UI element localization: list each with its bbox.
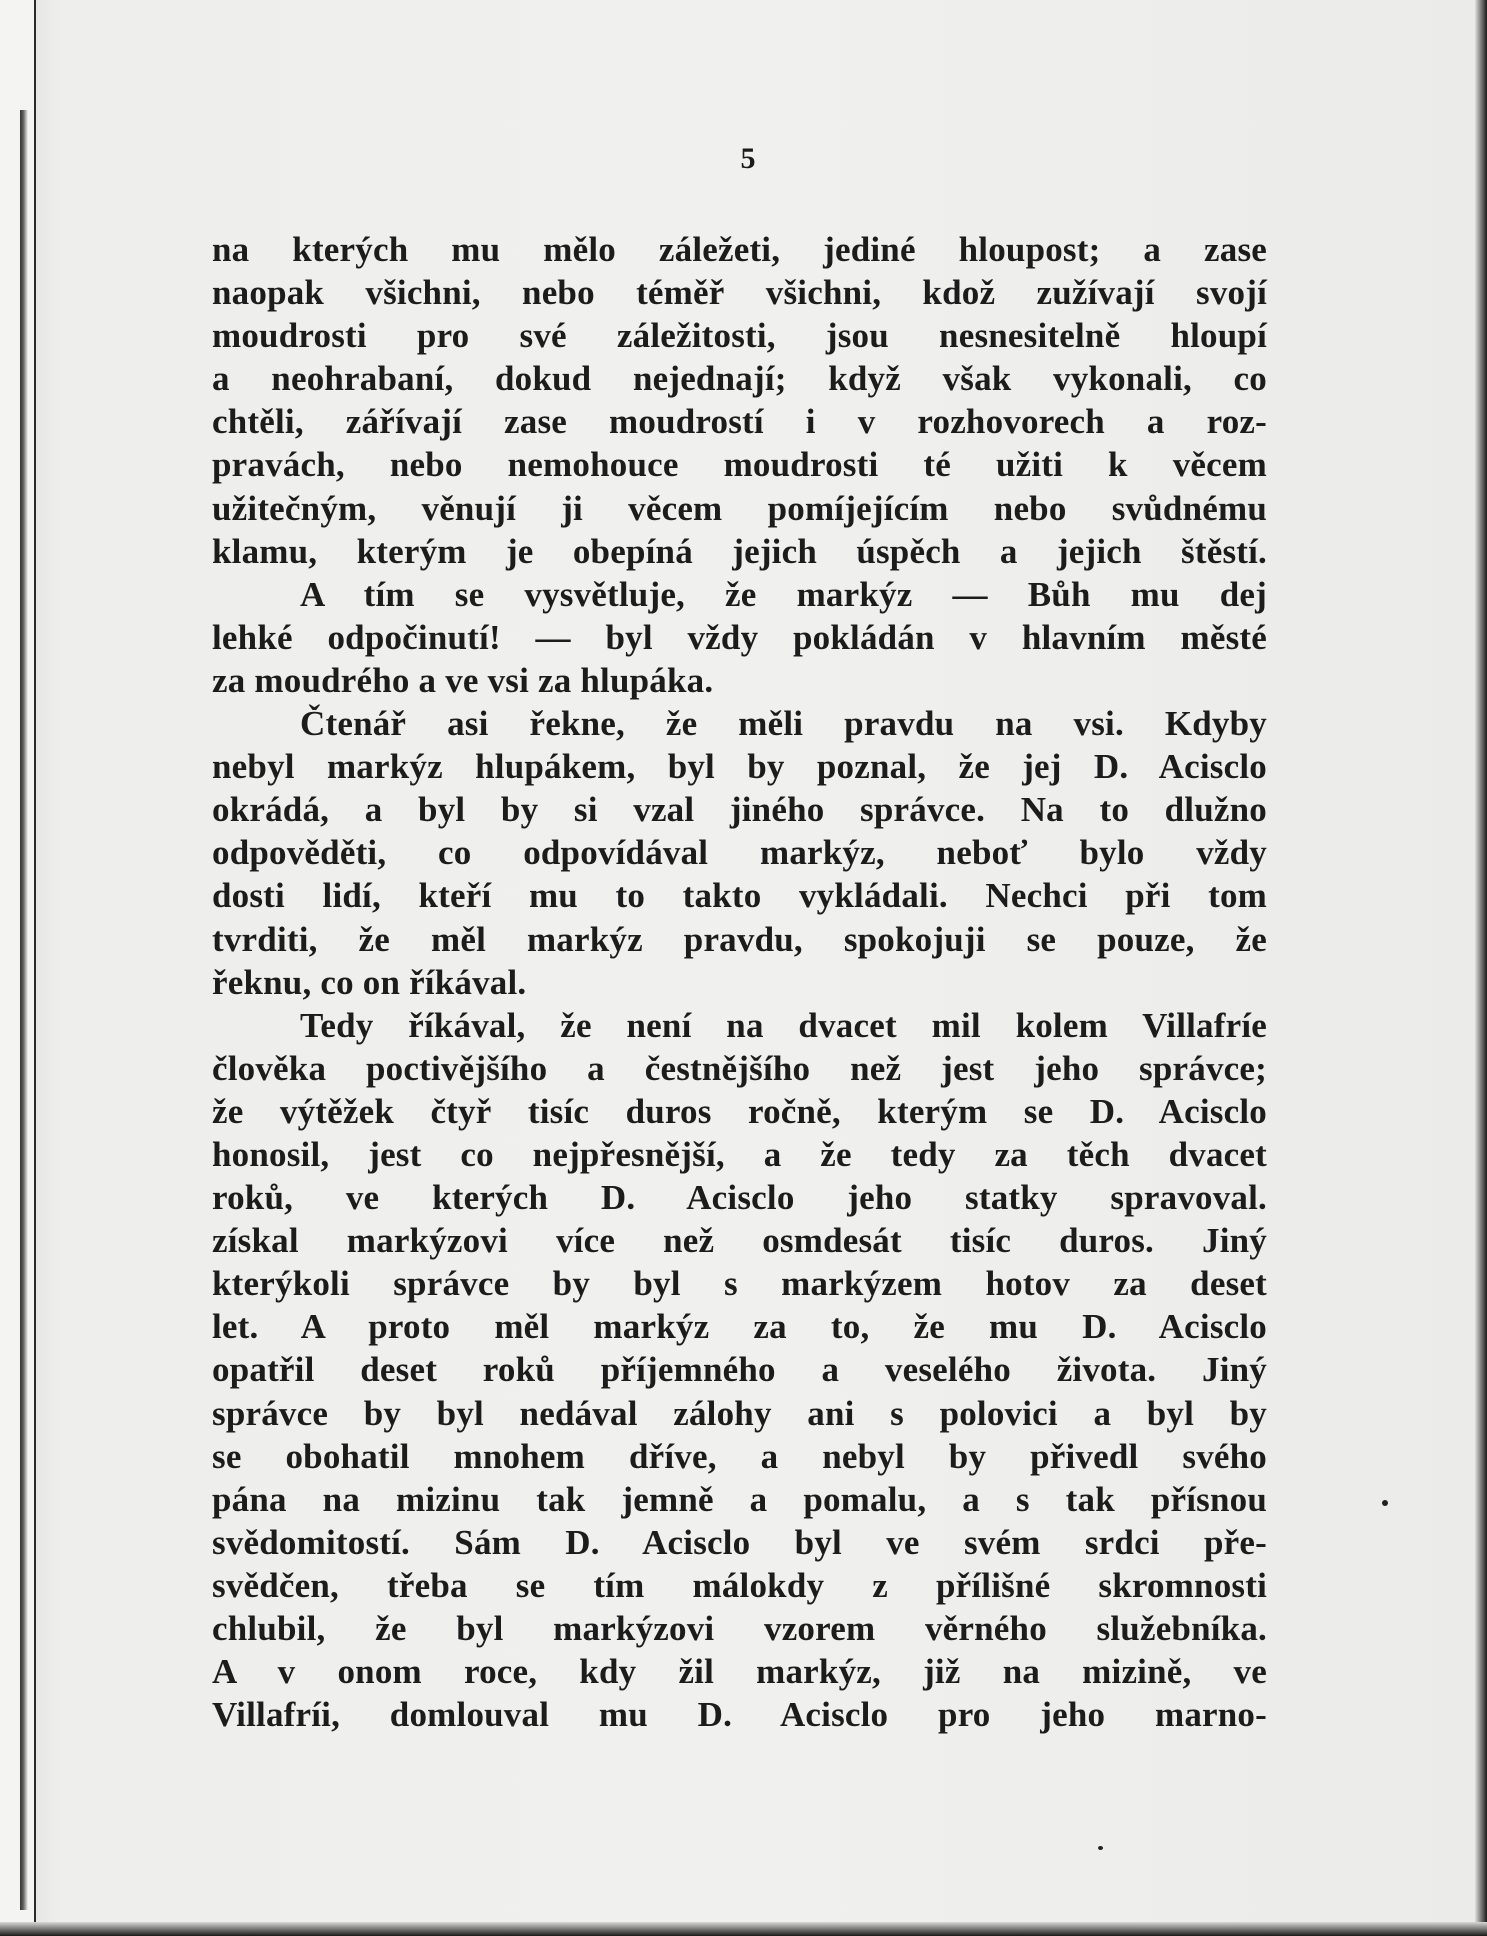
text-line: svědčen, třeba se tím málokdy z přílišné skromnosti: [212, 1565, 1267, 1605]
text-line: let. A proto měl markýz za to, že mu D. Acisclo: [212, 1307, 1267, 1347]
page-binding-edge: [0, 0, 36, 1936]
print-speck: [1382, 1500, 1388, 1506]
text-line: získal markýzovi více než osmdesát tisíc duros. Jiný: [212, 1221, 1267, 1261]
text-line: tvrditi, že měl markýz pravdu, spokojuji se pouze, že: [212, 919, 1267, 959]
text-line: A v onom roce, kdy žil markýz, již na mizině, ve: [212, 1652, 1267, 1692]
text-line: nebyl markýz hlupákem, byl by poznal, že jej D. Acisclo: [212, 747, 1267, 787]
text-line: Čtenář asi řekne, že měli pravdu na vsi. Kdyby: [300, 704, 1267, 744]
text-line: chtěli, zářívají zase moudrostí i v rozhovorech a roz-: [212, 402, 1267, 442]
text-line: řeknu, co on říkával.: [212, 962, 527, 1002]
page-bottom-edge: [0, 1922, 1487, 1936]
text-line: člověka poctivějšího a čestnějšího než jest jeho správce;: [212, 1048, 1267, 1088]
text-line: okrádá, a byl by si vzal jiného správce. Na to dlužno: [212, 790, 1267, 830]
text-line: odpověděti, co odpovídával markýz, neboť bylo vždy: [212, 833, 1267, 873]
text-line: Tedy říkával, že není na dvacet mil kolem Villafríe: [300, 1005, 1267, 1045]
text-line: honosil, jest co nejpřesnější, a že tedy za těch dvacet: [212, 1134, 1267, 1174]
text-line: se obohatil mnohem dříve, a nebyl by přivedl svého: [212, 1436, 1267, 1476]
text-line: dosti lidí, kteří mu to takto vykládali. Nechci při tom: [212, 876, 1267, 916]
print-speck: [1098, 1846, 1103, 1850]
text-line: klamu, kterým je obepíná jejich úspěch a jejich štěstí.: [212, 531, 1267, 571]
text-line: a neohrabaní, dokud nejednají; když však vykonali, co: [212, 359, 1267, 399]
text-line: správce by byl nedával zálohy ani s polovici a byl by: [212, 1393, 1267, 1433]
text-line: svědomitostí. Sám D. Acisclo byl ve svém srdci pře-: [212, 1522, 1267, 1562]
text-line: Villafríi, domlouval mu D. Acisclo pro jeho marno-: [212, 1695, 1267, 1735]
text-line: užitečným, věnují ji věcem pomíjejícím nebo svůdnému: [212, 488, 1267, 528]
text-line: opatřil deset roků příjemného a veselého života. Jiný: [212, 1350, 1267, 1390]
text-line: moudrosti pro své záležitosti, jsou nesnesitelně hloupí: [212, 316, 1267, 356]
binding-shadow: [20, 110, 28, 1910]
text-line: A tím se vysvětluje, že markýz — Bůh mu dej: [300, 574, 1267, 614]
text-line: že výtěžek čtyř tisíc duros ročně, kterým se D. Acisclo: [212, 1091, 1267, 1131]
body-text: [212, 228, 1267, 1736]
text-line: pravách, nebo nemohouce moudrosti té užiti k věcem: [212, 445, 1267, 485]
text-line: pána na mizinu tak jemně a pomalu, a s tak přísnou: [212, 1479, 1267, 1519]
text-line: roků, ve kterých D. Acisclo jeho statky spravoval.: [212, 1178, 1267, 1218]
page-right-edge: [1475, 0, 1487, 1936]
text-line: za moudrého a ve vsi za hlupáka.: [212, 660, 714, 700]
page-number: 5: [740, 142, 756, 175]
text-line: naopak všichni, nebo téměř všichni, kdož zužívají svojí: [212, 273, 1267, 313]
text-line: kterýkoli správce by byl s markýzem hotov za deset: [212, 1264, 1267, 1304]
text-line: chlubil, že byl markýzovi vzorem věrného služebníka.: [212, 1609, 1267, 1648]
text-line: lehké odpočinutí! — byl vždy pokládán v hlavním městé: [212, 617, 1267, 657]
text-line: na kterých mu mělo záležeti, jediné hloupost; a zase: [212, 230, 1267, 269]
